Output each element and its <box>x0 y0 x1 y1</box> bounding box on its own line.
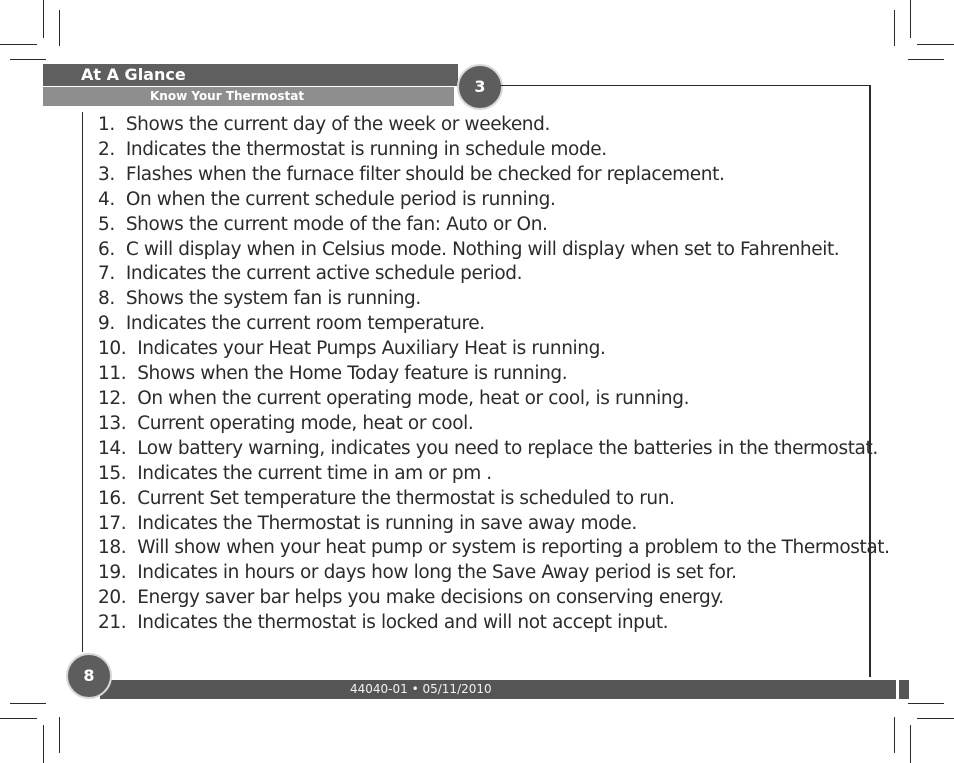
list-item <box>98 362 890 387</box>
crop-mark <box>910 0 911 38</box>
list-item-text: On when the current schedule period is running. <box>125 188 556 210</box>
page-number-badge: 8 <box>66 653 112 699</box>
crop-mark <box>917 44 954 45</box>
list-item-text: Indicates in hours or days how long the Save Away period is set for. <box>137 562 737 584</box>
crop-mark <box>908 703 944 704</box>
list-item <box>98 188 890 213</box>
list-item <box>98 287 890 312</box>
list-item-number: 5. <box>98 213 115 235</box>
list-item-text: Indicates the current time in am or pm . <box>137 462 492 484</box>
list-item-text: C will display when in Celsius mode. Nothing will display when set to Fahrenheit. <box>125 238 840 260</box>
list-item-number: 10. <box>98 338 127 360</box>
list-item <box>98 586 890 611</box>
crop-mark <box>917 718 954 719</box>
list-item-number: 6. <box>98 238 115 260</box>
list-item-text: Indicates the current room temperature. <box>125 313 485 335</box>
list-item-number: 1. <box>98 114 115 135</box>
list-item <box>98 238 890 263</box>
list-item <box>98 437 890 462</box>
crop-mark <box>894 717 895 753</box>
list-item-text: Indicates the Thermostat is running in save away mode. <box>137 512 637 534</box>
section-title: At A Glance <box>81 65 186 84</box>
crop-mark <box>43 0 44 38</box>
footer-tab <box>899 680 909 699</box>
list-item <box>98 536 890 561</box>
crop-mark <box>10 59 46 60</box>
list-item-number: 19. <box>98 562 127 584</box>
list-item-number: 15. <box>98 462 127 484</box>
crop-mark <box>59 10 60 46</box>
list-item <box>98 561 890 586</box>
list-item-number: 18. <box>98 537 127 559</box>
list-item <box>98 487 890 512</box>
list-item-number: 16. <box>98 487 127 509</box>
list-item-text: Flashes when the furnace filter should be checked for replacement. <box>125 163 725 185</box>
list-item <box>98 138 890 163</box>
list-item-number: 14. <box>98 437 127 459</box>
list-item-number: 20. <box>98 587 127 609</box>
list-item-text: Current Set temperature the thermostat is scheduled to run. <box>137 487 675 509</box>
list-item-text: Indicates your Heat Pumps Auxiliary Heat is running. <box>137 338 606 360</box>
frame-line <box>82 112 83 652</box>
list-item-text: Will show when your heat pump or system is reporting a problem to the Thermostat. <box>137 537 890 559</box>
list-item-text: Shows the current mode of the fan: Auto or On. <box>125 213 548 235</box>
list-item-number: 21. <box>98 612 127 634</box>
list-item-number: 4. <box>98 188 115 210</box>
list-item <box>98 462 890 487</box>
list-item <box>98 412 890 437</box>
crop-mark <box>894 10 895 46</box>
list-item-text: Current operating mode, heat or cool. <box>137 412 474 434</box>
crop-mark <box>0 718 37 719</box>
frame-line <box>500 85 871 86</box>
list-item <box>98 337 890 362</box>
list-item <box>98 512 890 537</box>
list-item <box>98 213 890 238</box>
list-item-text: Indicates the thermostat is locked and will not accept input. <box>137 612 669 634</box>
list-item-number: 11. <box>98 363 127 385</box>
footer-bar <box>100 680 896 699</box>
list-item-number: 3. <box>98 163 115 185</box>
list-item-number: 12. <box>98 387 127 409</box>
list-item <box>98 387 890 412</box>
list-item <box>98 611 890 636</box>
crop-mark <box>43 725 44 763</box>
list-item-text: Shows the system fan is running. <box>125 288 421 310</box>
list-item-text: On when the current operating mode, heat or cool, is running. <box>137 387 690 409</box>
list-item-number: 7. <box>98 263 115 285</box>
section-number-badge: 3 <box>457 64 503 110</box>
feature-list <box>98 113 890 636</box>
list-item-number: 17. <box>98 512 127 534</box>
list-item-text: Low battery warning, indicates you need to replace the batteries in the thermostat. <box>137 437 878 459</box>
list-item-number: 2. <box>98 138 115 160</box>
list-item <box>98 113 890 138</box>
crop-mark <box>0 44 37 45</box>
list-item-text: Indicates the current active schedule period. <box>125 263 523 285</box>
list-item-text: Shows when the Home Today feature is running. <box>137 363 568 385</box>
list-item-text: Shows the current day of the week or weekend. <box>125 114 550 135</box>
section-subtitle: Know Your Thermostat <box>150 89 305 103</box>
crop-mark <box>910 725 911 763</box>
list-item <box>98 312 890 337</box>
list-item-text: Indicates the thermostat is running in schedule mode. <box>125 138 607 160</box>
crop-mark <box>10 703 46 704</box>
list-item-number: 9. <box>98 313 115 335</box>
list-item <box>98 262 890 287</box>
list-item-text: Energy saver bar helps you make decisions on conserving energy. <box>137 587 724 609</box>
document-code: 44040-01 • 05/11/2010 <box>350 682 492 696</box>
crop-mark <box>908 59 944 60</box>
list-item-number: 8. <box>98 288 115 310</box>
list-item-number: 13. <box>98 412 127 434</box>
crop-mark <box>59 717 60 753</box>
list-item <box>98 163 890 188</box>
